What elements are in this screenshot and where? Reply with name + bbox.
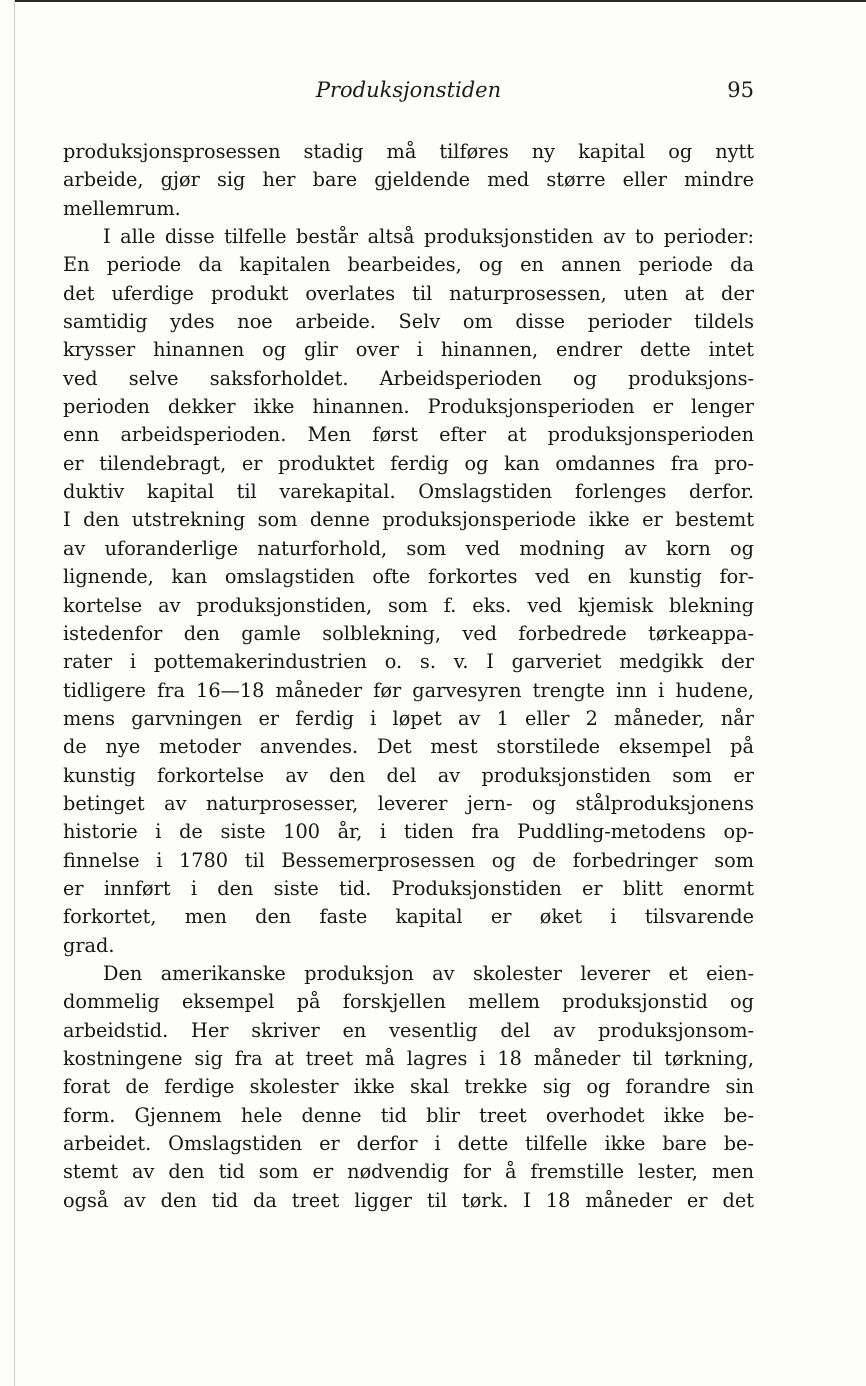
text-line: de nye metoder anvendes. Det mest storstilede eksempel på bbox=[63, 735, 754, 759]
page-header bbox=[63, 76, 754, 110]
text-line: istedenfor den gamle solblekning, ved forbedrede tørkeappa- bbox=[63, 621, 754, 645]
text-line: det uferdige produkt overlates til naturprosessen, uten at der bbox=[63, 281, 754, 305]
text-line: ved selve saksforholdet. Arbeidsperioden og produksjons- bbox=[63, 366, 754, 390]
text-line: dommelig eksempel på forskjellen mellem produksjonstid og bbox=[63, 990, 754, 1014]
text-line: perioden dekker ikke hinannen. Produksjonsperioden er lenger bbox=[63, 395, 754, 419]
text-line: forkortet, men den faste kapital er øket i tilsvarende bbox=[63, 905, 754, 929]
text-line: kunstig forkortelse av den del av produksjonstiden som er bbox=[63, 763, 754, 787]
text-line: arbeidet. Omslagstiden er derfor i dette tilfelle ikke bare be- bbox=[63, 1132, 754, 1156]
text-line: enn arbeidsperioden. Men først efter at produksjonsperioden bbox=[63, 423, 754, 447]
text-line: kortelse av produksjonstiden, som f. eks. ved kjemisk blekning bbox=[63, 593, 754, 617]
text-line: er innført i den siste tid. Produksjonstiden er blitt enormt bbox=[63, 876, 754, 900]
text-line: I den utstrekning som denne produksjonsperiode ikke er bestemt bbox=[63, 508, 754, 532]
text-line: form. Gjennem hele denne tid blir treet overhodet ikke be- bbox=[63, 1103, 754, 1127]
page-number: 95 bbox=[727, 78, 754, 102]
text-line: forat de ferdige skolester ikke skal trekke sig og forandre sin bbox=[63, 1075, 754, 1099]
text-line: produksjonsprosessen stadig må tilføres ny kapital og nytt bbox=[63, 140, 754, 163]
text-line: I alle disse tilfelle består altså produksjonstiden av to perioder: bbox=[103, 225, 754, 249]
text-line: kostningene sig fra at treet må lagres i 18 måneder til tørkning, bbox=[63, 1047, 754, 1070]
text-line: En periode da kapitalen bearbeides, og en annen periode da bbox=[63, 253, 754, 277]
text-line: er tilendebragt, er produktet ferdig og kan omdannes fra pro- bbox=[63, 451, 754, 475]
page-edge-left bbox=[14, 0, 15, 1386]
text-line: krysser hinannen og glir over i hinannen, endrer dette intet bbox=[63, 338, 754, 362]
text-line: historie i de siste 100 år, i tiden fra Puddling-metodens op- bbox=[63, 820, 754, 844]
text-line: rater i pottemakerindustrien o. s. v. I garveriet medgikk der bbox=[63, 650, 754, 674]
text-line: mellemrum. bbox=[63, 196, 181, 220]
text-line: tidligere fra 16—18 måneder før garvesyren trengte inn i hudene, bbox=[63, 678, 754, 702]
running-title: Produksjonstiden bbox=[315, 78, 502, 102]
text-line: arbeide, gjør sig her bare gjeldende med større eller mindre bbox=[63, 168, 754, 192]
text-line: av uforanderlige naturforhold, som ved modning av korn og bbox=[63, 536, 754, 560]
text-line: grad. bbox=[63, 933, 115, 957]
paragraph-1 bbox=[63, 138, 754, 223]
paragraph-3 bbox=[63, 960, 754, 1215]
text-line: Den amerikanske produksjon av skolester leverer et eien- bbox=[103, 961, 754, 985]
body-text bbox=[63, 138, 754, 1215]
paragraph-2 bbox=[63, 223, 754, 960]
text-line: finnelse i 1780 til Bessemerprosessen og de forbedringer som bbox=[63, 848, 754, 872]
text-line: stemt av den tid som er nødvendig for å fremstille lester, men bbox=[63, 1160, 754, 1184]
text-line: mens garvningen er ferdig i løpet av 1 eller 2 måneder, når bbox=[63, 706, 754, 730]
text-line: samtidig ydes noe arbeide. Selv om disse perioder tildels bbox=[63, 310, 754, 334]
text-line: duktiv kapital til varekapital. Omslagstiden forlenges derfor. bbox=[63, 480, 754, 504]
page-edge-top bbox=[14, 0, 866, 2]
text-line: arbeidstid. Her skriver en vesentlig del av produksjonsom- bbox=[63, 1018, 754, 1042]
text-line: lignende, kan omslagstiden ofte forkortes ved en kunstig for- bbox=[63, 565, 754, 589]
text-line: også av den tid da treet ligger til tørk. I 18 måneder er det bbox=[63, 1188, 754, 1212]
text-line: betinget av naturprosesser, leverer jern- og stålproduksjonens bbox=[63, 791, 754, 815]
